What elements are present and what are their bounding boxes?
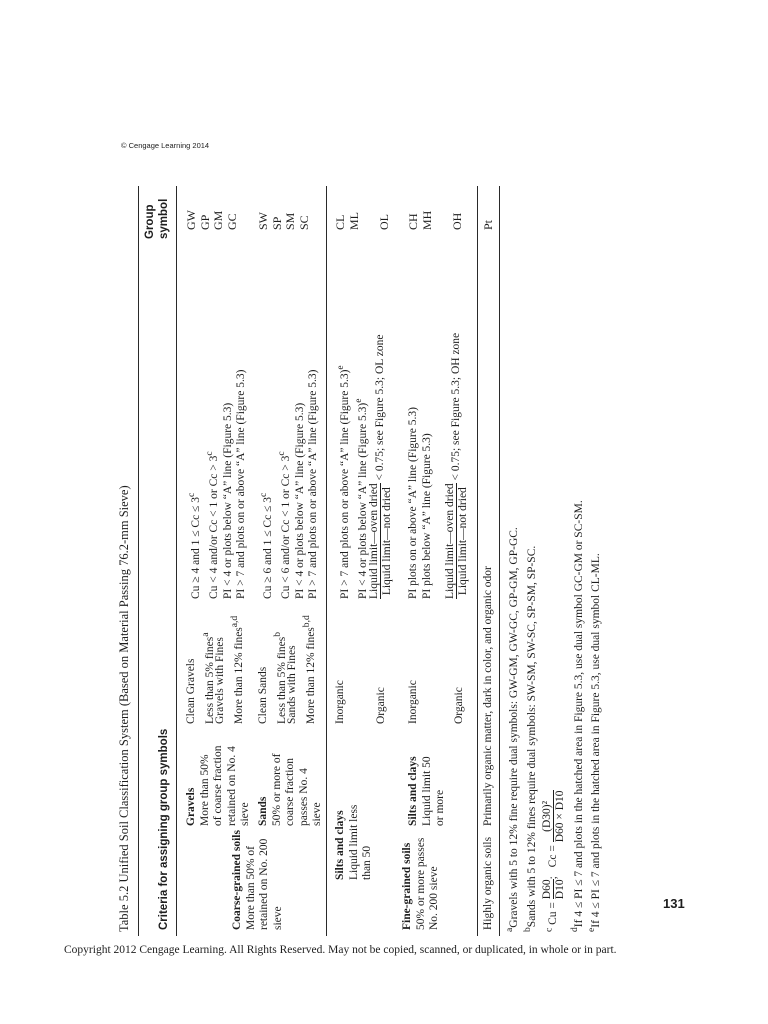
header-rule <box>176 186 177 936</box>
sands-with-fines-cell: Sands with Fines More than 12% fines$^{b,d}$ <box>286 615 317 724</box>
gravels-cell: Gravels More than 50% of coarse fraction retained on No. 4 sieve <box>185 745 251 826</box>
low-inorganic: Inorganic <box>334 680 346 724</box>
footnote-a: $^a$Gravels with 5 to 12% fine require dual symbols: GW-GM, GW-GC, GP-GM, GP-GC. <box>504 527 520 932</box>
clean-gravels-cell: Clean Gravels Less than 5% fines$^a$ <box>185 632 216 724</box>
page-number: 131 <box>663 896 685 911</box>
footnotes <box>503 500 603 932</box>
section-rule <box>326 186 327 936</box>
low-symbols: CL ML OL <box>333 212 391 230</box>
rotated-table-block <box>113 94 603 944</box>
section-rule-2 <box>477 186 478 936</box>
bottom-rule <box>499 186 500 936</box>
low-criteria: PI > 7 and plots on or above “A” line (Figure 5.3)$^e$ PI < 4 or plots below “A” line (Figure 5.3)$^e$ <box>335 365 370 599</box>
sands-criteria: Cu ≥ 6 and $1 \le Cc \le 3^c$ Cu < 6 and/or Cc < 1 or $Cc > 3^c$ PI < 4 or plots below “A” line (Figure 5.3) PI > 7 and plots on or above “A” line (Figure 5.3) <box>258 369 320 599</box>
gravels-with-fines-cell: Gravels with Fines More than 12% fines$^{a,d}$ <box>214 615 245 724</box>
high-inorganic: Inorganic <box>407 680 419 724</box>
image-credit: © Cengage Learning 2014 <box>121 141 210 150</box>
coarse-grained-cell: Coarse-grained soils More than 50% of retained on No. 200 sieve <box>231 830 284 930</box>
low-organic-criteria: Liquid limit—oven dried Liquid limit—not dried < 0.75; see Figure 5.3; OL zone <box>368 334 393 599</box>
low-organic: Organic <box>375 687 387 724</box>
table-caption: Table 5.2 Unified Soil Classification System (Based on Material Passing 76.2-mm Sieve) <box>117 485 131 932</box>
silts-clays-high-cell: Silts and clays Liquid limit 50 or more <box>407 756 446 826</box>
footnote-c: $^c$ Cu = D60 D10 ; Cc = (D30)² D60 × D10 <box>540 790 566 932</box>
top-rule <box>138 186 139 936</box>
criteria-header: Criteria for assigning group symbols <box>158 728 170 930</box>
highly-organic-desc: Primarily organic matter, dark in color, and organic odor <box>482 566 494 826</box>
high-organic: Organic <box>453 687 465 724</box>
gravels-symbols: GW GP GM GC <box>184 210 239 230</box>
gravels-criteria: Cu ≥ 4 and $1 \le Cc \le 3^c$ Cu < 4 and/or Cc < 1 or $Cc > 3^c$ PI < 4 or plots below “A” line (Figure 5.3) PI > 7 and plots on or above “A” line (Figure 5.3) <box>186 369 248 599</box>
copyright-footer: Copyright 2012 Cengage Learning. All Rights Reserved. May not be copied, scanned, or duplicated, in whole or in part. <box>64 944 617 956</box>
highly-organic-cell: Highly organic soils <box>482 836 494 930</box>
high-criteria: PI plots on or above “A” line (Figure 5.3) PI plots below “A” line (Figure 5.3) <box>407 407 433 599</box>
clean-sands-cell: Clean Sands Less than 5% fines$^b$ <box>257 632 288 724</box>
fine-grained-cell: Fine-grained soils 50% or more passes No. 200 sieve <box>401 837 440 930</box>
silts-clays-low-cell: Silts and clays Liquid limit less than 50 <box>334 804 373 880</box>
high-symbols: CH MH OH <box>406 210 464 230</box>
footnote-e: $^e$If 4 ≤ PI ≤ 7 and plots in the hatched area in Figure 5.3, use dual symbol CL-ML. <box>586 553 603 932</box>
high-organic-criteria: Liquid limit—oven dried Liquid limit—not dried < 0.75; see Figure 5.3; OH zone <box>444 332 469 599</box>
footnote-d: $^d$If 4 ≤ PI ≤ 7 and plots in the hatched area in Figure 5.3, use dual symbol GC-GM or SC-SM. <box>568 500 585 932</box>
sands-symbols: SW SP SM SC <box>256 212 311 230</box>
group-symbol-header: Group symbol <box>144 198 170 239</box>
footnote-b: $^b$Sands with 5 to 12% fines require dual symbols: SW-SM, SW-SC, SP-SM, SP-SC. <box>521 545 538 932</box>
highly-organic-symbol: Pt <box>481 219 495 230</box>
sands-cell: Sands 50% or more of coarse fraction passes No. 4 sieve <box>257 753 323 826</box>
